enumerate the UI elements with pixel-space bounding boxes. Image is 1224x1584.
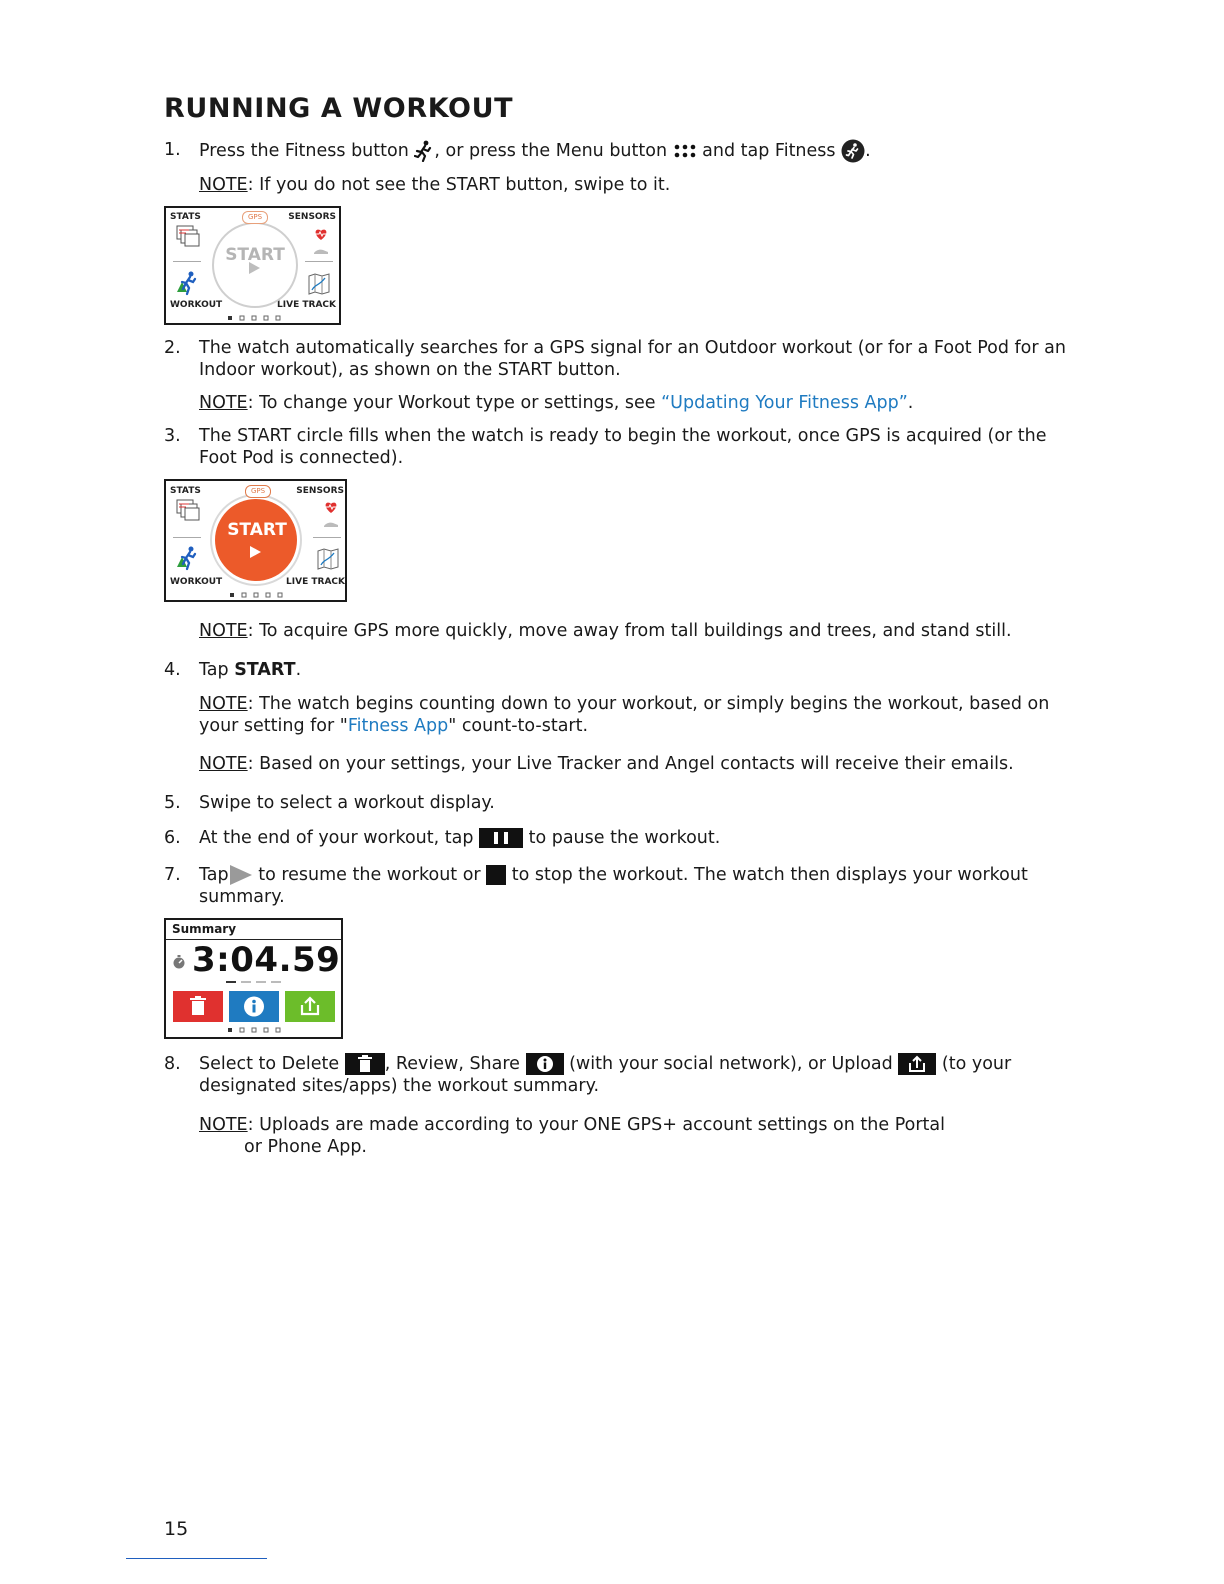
page-number: 15 bbox=[164, 1518, 189, 1540]
upload-button[interactable] bbox=[285, 991, 335, 1022]
summary-time: 3:04.59 bbox=[192, 940, 341, 980]
fitness-app-icon bbox=[841, 139, 865, 163]
gps-badge: GPS bbox=[242, 211, 268, 224]
runner-icon bbox=[414, 140, 434, 162]
note-4: NOTE: The watch begins counting down to your workout, or simply begins the workout, based on your setting for "Fitness App" count-to-start. bbox=[199, 694, 1050, 736]
stopwatch-icon bbox=[172, 955, 186, 969]
summary-label: Summary bbox=[172, 922, 237, 936]
gps-badge: GPS bbox=[245, 485, 271, 498]
workout-icon bbox=[174, 545, 202, 571]
watch-screen-searching bbox=[164, 206, 341, 325]
heart-sensor-icon bbox=[321, 499, 341, 531]
note-1: NOTE: If you do not see the START button, swipe to it. bbox=[199, 175, 671, 195]
page-dots bbox=[226, 1027, 282, 1033]
live-track-label: LIVE TRACK bbox=[286, 577, 345, 587]
stats-label: STATS bbox=[170, 212, 201, 222]
workout-label: WORKOUT bbox=[170, 577, 223, 587]
page-title: RUNNING A WORKOUT bbox=[164, 93, 514, 124]
stats-icon bbox=[176, 498, 202, 522]
step-1: 1. Press the Fitness button , or press the Menu button and tap Fitness . bbox=[164, 140, 871, 161]
start-label: START bbox=[225, 245, 285, 265]
delete-trash-icon bbox=[345, 1053, 385, 1075]
note-3: NOTE: To acquire GPS more quickly, move away from tall buildings and trees, and stand still. bbox=[199, 621, 1012, 641]
footer-line bbox=[126, 1558, 267, 1559]
delete-button[interactable] bbox=[173, 991, 223, 1022]
stats-label: STATS bbox=[170, 486, 201, 496]
updating-fitness-app-link[interactable]: “Updating Your Fitness App” bbox=[661, 393, 908, 413]
info-icon bbox=[526, 1053, 564, 1075]
sensors-label: SENSORS bbox=[296, 486, 344, 496]
live-track-label: LIVE TRACK bbox=[277, 300, 336, 310]
note-5: NOTE: Based on your settings, your Live Tracker and Angel contacts will receive their emails. bbox=[199, 754, 1014, 774]
live-track-map-icon bbox=[316, 547, 340, 571]
stop-icon bbox=[486, 865, 506, 885]
play-icon bbox=[229, 865, 253, 885]
review-button[interactable] bbox=[229, 991, 279, 1022]
note-2: NOTE: To change your Workout type or settings, see “Updating Your Fitness App”. bbox=[199, 393, 914, 413]
pause-icon bbox=[479, 828, 523, 848]
metric-dashes bbox=[224, 980, 284, 984]
workout-label: WORKOUT bbox=[170, 300, 223, 310]
workout-icon bbox=[174, 270, 202, 296]
watch-screen-ready bbox=[164, 479, 347, 602]
start-label: START bbox=[227, 520, 287, 540]
sensors-label: SENSORS bbox=[288, 212, 336, 222]
heart-sensor-icon bbox=[311, 226, 331, 258]
stats-icon bbox=[176, 224, 202, 248]
page-dots bbox=[228, 592, 284, 598]
upload-icon bbox=[898, 1053, 936, 1075]
fitness-app-link[interactable]: Fitness App bbox=[347, 716, 449, 736]
live-track-map-icon bbox=[307, 272, 331, 296]
step-number: 1. bbox=[164, 140, 181, 160]
page-dots bbox=[226, 315, 282, 321]
menu-dots-icon bbox=[673, 143, 697, 159]
note-6: NOTE: Uploads are made according to your ONE GPS+ account settings on the Portal or Phone App. bbox=[199, 1115, 945, 1157]
summary-screen bbox=[164, 918, 343, 1039]
